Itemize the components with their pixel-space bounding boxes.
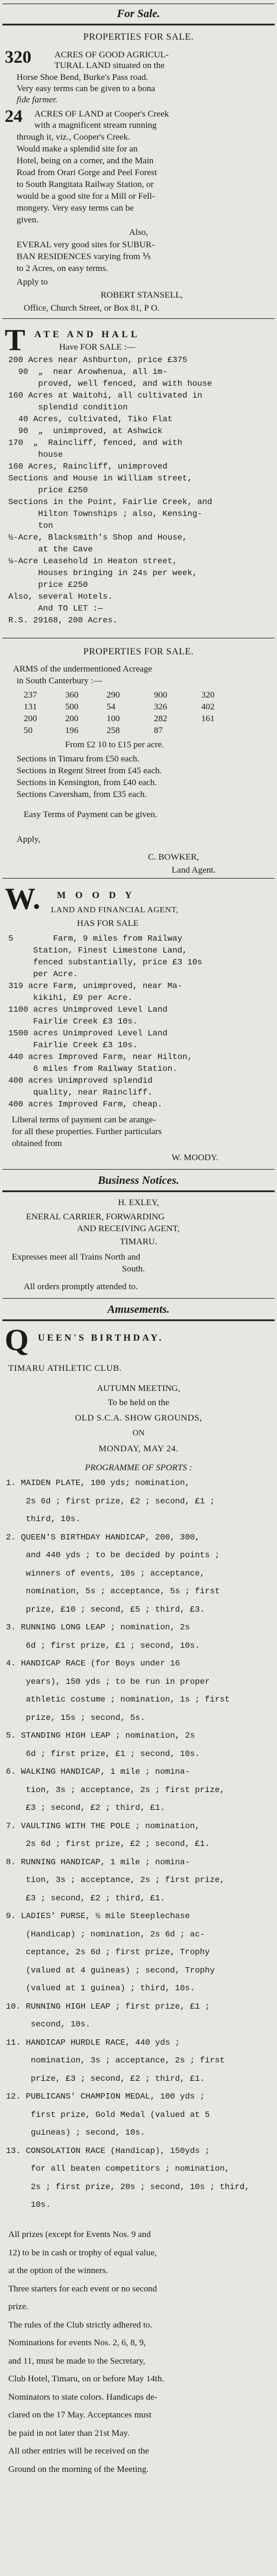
stansell-title: PROPERTIES FOR SALE. xyxy=(83,32,194,42)
event-line: 1. MAIDEN PLATE, 100 yds; nomination, xyxy=(6,1479,190,1488)
stansell-line: TURAL LAND situated on the xyxy=(54,61,165,70)
bowker-intro: ARMS of the undermentioned Acreage xyxy=(13,664,152,674)
divider xyxy=(2,878,275,879)
divider xyxy=(2,318,275,319)
event-line: (valued at 4 guineas) ; second, Trophy xyxy=(6,1965,215,1975)
exley-line: All orders promptly attended to. xyxy=(24,1282,138,1292)
drop-cap-w: W. xyxy=(5,882,41,916)
moody-line: 1100 acres Unimproved Level Land xyxy=(8,1005,168,1015)
footer-line: Three starters for each event or no second xyxy=(8,2284,157,2294)
event-line: £3 ; second, £2 ; third, £1. xyxy=(6,1803,165,1813)
event-line: 6. WALKING HANDICAP, 1 mile ; nomina- xyxy=(6,1767,190,1777)
footer-line: clared on the 17 May. Acceptances must xyxy=(8,2410,152,2420)
tate-line: splendid condition xyxy=(8,403,128,412)
acreage-cell: 196 xyxy=(65,726,79,735)
tate-line: 170 „ Raincliff, fenced, and with xyxy=(8,438,183,448)
meeting-date: MONDAY, MAY 24. xyxy=(98,1444,179,1454)
bowker-price-range: From £2 10 to £15 per acre. xyxy=(65,740,165,750)
moody-terms: Liberal terms of payment can be arange- xyxy=(12,1115,156,1125)
moody-line: Fairlie Creek £3 10s. xyxy=(8,1017,138,1026)
section-rule xyxy=(2,1190,275,1192)
tate-line: 40 Acres, cultivated, Tiko Flat xyxy=(8,415,173,424)
tate-line: house xyxy=(8,450,63,460)
stansell-line: ACRES OF GOOD AGRICUL- xyxy=(54,50,169,60)
stansell-also: Also, xyxy=(128,228,149,237)
grounds-name: OLD S.C.A. SHOW GROUNDS, xyxy=(75,1413,202,1423)
event-line: 3. RUNNING LONG LEAP ; nomination, 2s xyxy=(6,1623,190,1632)
footer-line: The rules of the Club strictly adhered to. xyxy=(8,2320,153,2330)
section-heading-business: Business Notices. xyxy=(98,1174,179,1187)
footer-line: 12) to be in cash or trophy of equal value, xyxy=(8,2248,157,2258)
drop-cap-t: T xyxy=(5,324,25,357)
moody-has-for-sale: HAS FOR SALE xyxy=(77,919,139,928)
moody-line: Fairlie Creek £3 10s. xyxy=(8,1041,138,1050)
exley-line: AND RECEIVING AGENT, xyxy=(77,1224,180,1234)
event-line: nomination, 3s ; acceptance, 2s ; first xyxy=(6,2056,225,2065)
bowker-apply: Apply, xyxy=(17,835,41,844)
moody-line: fenced substantially, price £3 10s xyxy=(8,958,202,967)
moody-line: 440 acres Improved Farm, near Hilton, xyxy=(8,1053,192,1062)
bowker-role: Land Agent. xyxy=(172,866,216,875)
bowker-name: C. BOWKER, xyxy=(148,853,199,862)
acreage-cell: 131 xyxy=(24,702,37,712)
event-line: 2s 6d ; first prize, £2 ; second, £1. xyxy=(6,1839,210,1849)
tate-line: 160 Acres at Waitohi, all cultivated in xyxy=(8,391,202,401)
event-line: third, 10s. xyxy=(6,1515,81,1524)
event-line: for all beaten competitors ; nomination, xyxy=(6,2164,230,2174)
moody-terms: obtained from xyxy=(12,1139,62,1148)
event-line: 4. HANDICAP RACE (for Boys under 16 xyxy=(6,1659,181,1668)
moody-line: 400 acres Improved Farm, cheap. xyxy=(8,1100,163,1109)
event-line: and 440 yds ; to be decided by points ; xyxy=(6,1551,220,1560)
big-number-24: 24 xyxy=(5,106,22,126)
event-line: prize, 15s ; second, 5s. xyxy=(6,1713,146,1723)
big-number-320: 320 xyxy=(5,47,31,67)
acreage-cell: 200 xyxy=(24,714,37,724)
moody-line: quality, near Raincliff. xyxy=(8,1088,153,1097)
event-line: winners of events, 10s ; acceptance, xyxy=(6,1568,205,1578)
section-heading-for-sale: For Sale. xyxy=(117,8,160,20)
event-line: (Handicap) ; nomination, 2s 6d ; ac- xyxy=(6,1929,205,1939)
acreage-cell: 282 xyxy=(154,714,168,724)
tate-line: 160 Acres, Raincliff, unimproved xyxy=(8,462,168,472)
event-line: years), 150 yds ; to be run in proper xyxy=(6,1677,210,1687)
footer-line: and 11, must be made to the Secretary, xyxy=(8,2356,146,2366)
moody-line: 319 acre Farm, unimproved, near Ma- xyxy=(8,982,183,991)
tate-line: at the Cave xyxy=(8,545,93,554)
event-line: tion, 3s ; acceptance, 2s ; first prize, xyxy=(6,1785,225,1795)
footer-line: at the option of the winners. xyxy=(8,2266,108,2275)
footer-line: Nominators to state colors. Handicaps de- xyxy=(8,2392,157,2402)
bowker-section: Sections Caversham, from £35 each. xyxy=(17,790,147,799)
divider xyxy=(2,1169,275,1170)
club-name: TIMARU ATHLETIC CLUB. xyxy=(8,1364,122,1373)
drop-cap-q: Q xyxy=(5,1323,29,1357)
event-line: 7. VAULTING WITH THE POLE ; nomination, xyxy=(6,1821,200,1831)
footer-line: Nominations for events Nos. 2, 6, 8, 9, xyxy=(8,2338,146,2348)
bowker-intro: in South Canterbury :— xyxy=(17,676,102,686)
tate-line: ton xyxy=(8,521,53,531)
section-rule xyxy=(2,1319,275,1321)
stansell-apply: Apply to xyxy=(17,277,48,287)
on-label: ON xyxy=(132,1429,145,1438)
moody-subheading: LAND AND FINANCIAL AGENT, xyxy=(51,906,179,915)
tate-line: Also, several Hotels. xyxy=(8,592,113,602)
moody-line: 6 miles from Railway Station. xyxy=(8,1064,178,1074)
tate-line: And TO LET :— xyxy=(8,604,103,614)
event-line: 13. CONSOLATION RACE (Handicap), 150yds ; xyxy=(6,2146,210,2156)
stansell-line: given. xyxy=(17,215,39,225)
acreage-cell: 402 xyxy=(201,702,215,712)
event-line: 2s 6d ; first prize, £2 ; second, £1 ; xyxy=(6,1496,215,1506)
tate-line: Hilton Townships ; also, Kensing- xyxy=(8,509,202,519)
programme-heading: PROGRAMME OF SPORTS : xyxy=(85,1463,192,1473)
footer-line: be paid in not later than 21st May. xyxy=(8,2428,130,2438)
acreage-cell: 237 xyxy=(24,690,37,700)
event-line: 11. HANDICAP HURDLE RACE, 440 yds ; xyxy=(6,2038,181,2048)
event-line: 10. RUNNING HIGH LEAP ; first prize, £1 ; xyxy=(6,2002,210,2012)
acreage-cell: 54 xyxy=(107,702,115,712)
acreage-cell: 326 xyxy=(154,702,168,712)
acreage-cell: 161 xyxy=(201,714,215,724)
tate-line: Sections in the Point, Fairlie Creek, and xyxy=(8,498,212,507)
acreage-cell: 200 xyxy=(65,714,79,724)
meeting-name: AUTUMN MEETING, xyxy=(96,1384,181,1393)
moody-line: 5 Farm, 9 miles from Railway xyxy=(8,934,183,944)
event-line: 2s ; first prize, 20s ; second, 10s ; third, xyxy=(6,2182,250,2192)
event-line: athletic costume ; nomination, 1s ; first xyxy=(6,1695,230,1705)
event-line: second, 10s. xyxy=(6,2020,91,2029)
stansell-line: Very easy terms can be given to a bona xyxy=(17,84,156,93)
moody-line: kikihi, £9 per Acre. xyxy=(8,993,133,1003)
tate-line: R.S. 29168, 200 Acres. xyxy=(8,616,118,625)
tate-have: Have FOR SALE :— xyxy=(59,343,136,352)
tate-line: price £250 xyxy=(8,486,88,495)
moody-heading: M O O D Y xyxy=(57,890,136,900)
stansell-line: mongery. Very easy terms can be xyxy=(17,204,134,213)
acreage-cell: 290 xyxy=(107,690,120,700)
stansell-line: fide farmer. xyxy=(17,95,58,105)
event-line: 6d ; first prize, £1 ; second, 10s. xyxy=(6,1641,200,1651)
event-line: (valued at 1 guinea) ; third, 10s. xyxy=(6,1984,195,1993)
stansell-line: to South Rangitata Railway Station, or xyxy=(17,180,154,189)
section-rule xyxy=(2,24,275,25)
exley-line: Expresses meet all Trains North and xyxy=(12,1253,141,1262)
stansell-office: Office, Church Street, or Box 81, P O. xyxy=(24,304,160,313)
acreage-cell: 500 xyxy=(65,702,79,712)
event-line: 9. LADIES' PURSE, ½ mile Steeplechase xyxy=(6,1912,190,1921)
event-line: prize, £10 ; second, £5 ; third, £3. xyxy=(6,1605,205,1615)
stansell-line: would be a good site for a Mill or Fell- xyxy=(17,192,155,201)
moody-line: Station, Finest Limestone Land, xyxy=(8,946,188,955)
tate-heading: ATE AND HALL xyxy=(34,330,140,340)
tate-line: Houses bringing in 24s per week, xyxy=(8,569,198,578)
event-line: ceptance, 2s 6d ; first prize, Trophy xyxy=(6,1948,210,1957)
stansell-name: ROBERT STANSELL, xyxy=(101,290,183,300)
stansell-line: ACRES OF LAND at Cooper's Creek xyxy=(34,109,169,119)
exley-line: ENERAL CARRIER, FORWARDING xyxy=(26,1212,165,1222)
bowker-section: Sections in Regent Street from £45 each. xyxy=(17,766,162,776)
moody-line: 400 acres Unimproved splendid xyxy=(8,1076,153,1086)
stansell-line: BAN RESIDENCES varying from ⅕ xyxy=(17,252,152,262)
event-line: 10s. xyxy=(6,2200,51,2210)
event-line: first prize, Gold Medal (valued at 5 xyxy=(6,2110,210,2120)
bowker-section: Sections in Kensington, from £40 each. xyxy=(17,778,157,787)
tate-line: 90 „ near Arowhenua, all im- xyxy=(8,367,168,377)
acreage-cell: 320 xyxy=(201,690,215,700)
exley-name: H. EXLEY, xyxy=(118,1198,159,1208)
footer-line: All other entries will be received on the xyxy=(8,2446,149,2456)
acreage-cell: 50 xyxy=(24,726,33,735)
event-line: 8. RUNNING HANDICAP, 1 mile ; nomina- xyxy=(6,1857,190,1867)
tate-line: price £250 xyxy=(8,580,88,590)
stansell-line: Road from Orari Gorge and Peel Forest xyxy=(17,168,157,177)
moody-signature: W. MOODY. xyxy=(172,1153,218,1163)
tate-line: 90 „ unimproved, at Ashwick xyxy=(8,427,163,436)
stansell-line: Hotel, being on a corner, and the Main xyxy=(17,156,154,166)
event-line: £3 ; second, £2 ; third, £1. xyxy=(6,1893,165,1903)
bowker-section: Sections in Timaru from £50 each. xyxy=(17,754,140,764)
tate-line: ½-Acre, Blacksmith's Shop and House, xyxy=(8,533,188,543)
stansell-line: Would make a splendid site for an xyxy=(17,144,138,154)
event-line: 5. STANDING HIGH LEAP ; nomination, 2s xyxy=(6,1731,195,1741)
moody-line: per Acre. xyxy=(8,970,78,979)
stansell-line: to 2 Acres, on easy terms. xyxy=(17,264,108,273)
acreage-cell: 100 xyxy=(107,714,120,724)
event-line: nomination, 5s ; acceptance, 5s ; first xyxy=(6,1587,220,1596)
acreage-cell: 87 xyxy=(154,726,163,735)
footer-line: prize. xyxy=(8,2302,28,2312)
tate-line: 200 Acres near Ashburton, price £375 xyxy=(8,356,188,365)
held-on: To be held on the xyxy=(108,1398,169,1408)
stansell-line: EVERAL very good sites for SUBUR- xyxy=(17,240,155,250)
acreage-cell: 360 xyxy=(65,690,79,700)
tate-line: proved, well fenced, and with house xyxy=(8,379,212,389)
footer-line: Club Hotel, Timaru, on or before May 14th. xyxy=(8,2374,165,2384)
bowker-easy-terms: Easy Terms of Payment can be given. xyxy=(24,810,157,819)
exley-line: TIMARU. xyxy=(120,1237,157,1247)
acreage-cell: 258 xyxy=(107,726,120,735)
stansell-line: through it, viz., Cooper's Creek. xyxy=(17,133,130,142)
stansell-line: Horse Shoe Bend, Burke's Pass road. xyxy=(17,73,149,82)
event-line: 2. QUEEN'S BIRTHDAY HANDICAP, 200, 300, xyxy=(6,1532,200,1542)
queens-title: UEEN'S BIRTHDAY. xyxy=(38,1333,164,1343)
event-line: tion, 3s ; acceptance, 2s ; first prize, xyxy=(6,1875,225,1885)
tate-line: ¼-Acre Leasehold in Heaton street, xyxy=(8,557,178,566)
event-line: prize, £3 ; second, £2 ; third, £1. xyxy=(6,2074,205,2084)
event-line: 12. PUBLICANS' CHAMPION MEDAL, 100 yds ; xyxy=(6,2092,205,2102)
divider xyxy=(2,1298,275,1299)
moody-terms: for all these properties. Further particulars xyxy=(12,1127,162,1137)
stansell-line: with a magnificent stream running xyxy=(34,121,157,130)
footer-line: All prizes (except for Events Nos. 9 and xyxy=(8,2230,151,2239)
tate-line: Sections and House in William street, xyxy=(8,474,192,483)
acreage-cell: 900 xyxy=(154,690,168,700)
event-line: guineas) ; second, 10s. xyxy=(6,2128,146,2138)
footer-line: Ground on the morning of the Meeting. xyxy=(8,2464,149,2474)
event-line: 6d ; first prize, £1 ; second, 10s. xyxy=(6,1749,200,1759)
exley-line: South. xyxy=(122,1264,145,1274)
moody-line: 1500 acres Unimproved Level Land xyxy=(8,1029,168,1038)
bowker-title: PROPERTIES FOR SALE. xyxy=(83,647,194,657)
section-heading-amusements: Amusements. xyxy=(107,1303,170,1316)
